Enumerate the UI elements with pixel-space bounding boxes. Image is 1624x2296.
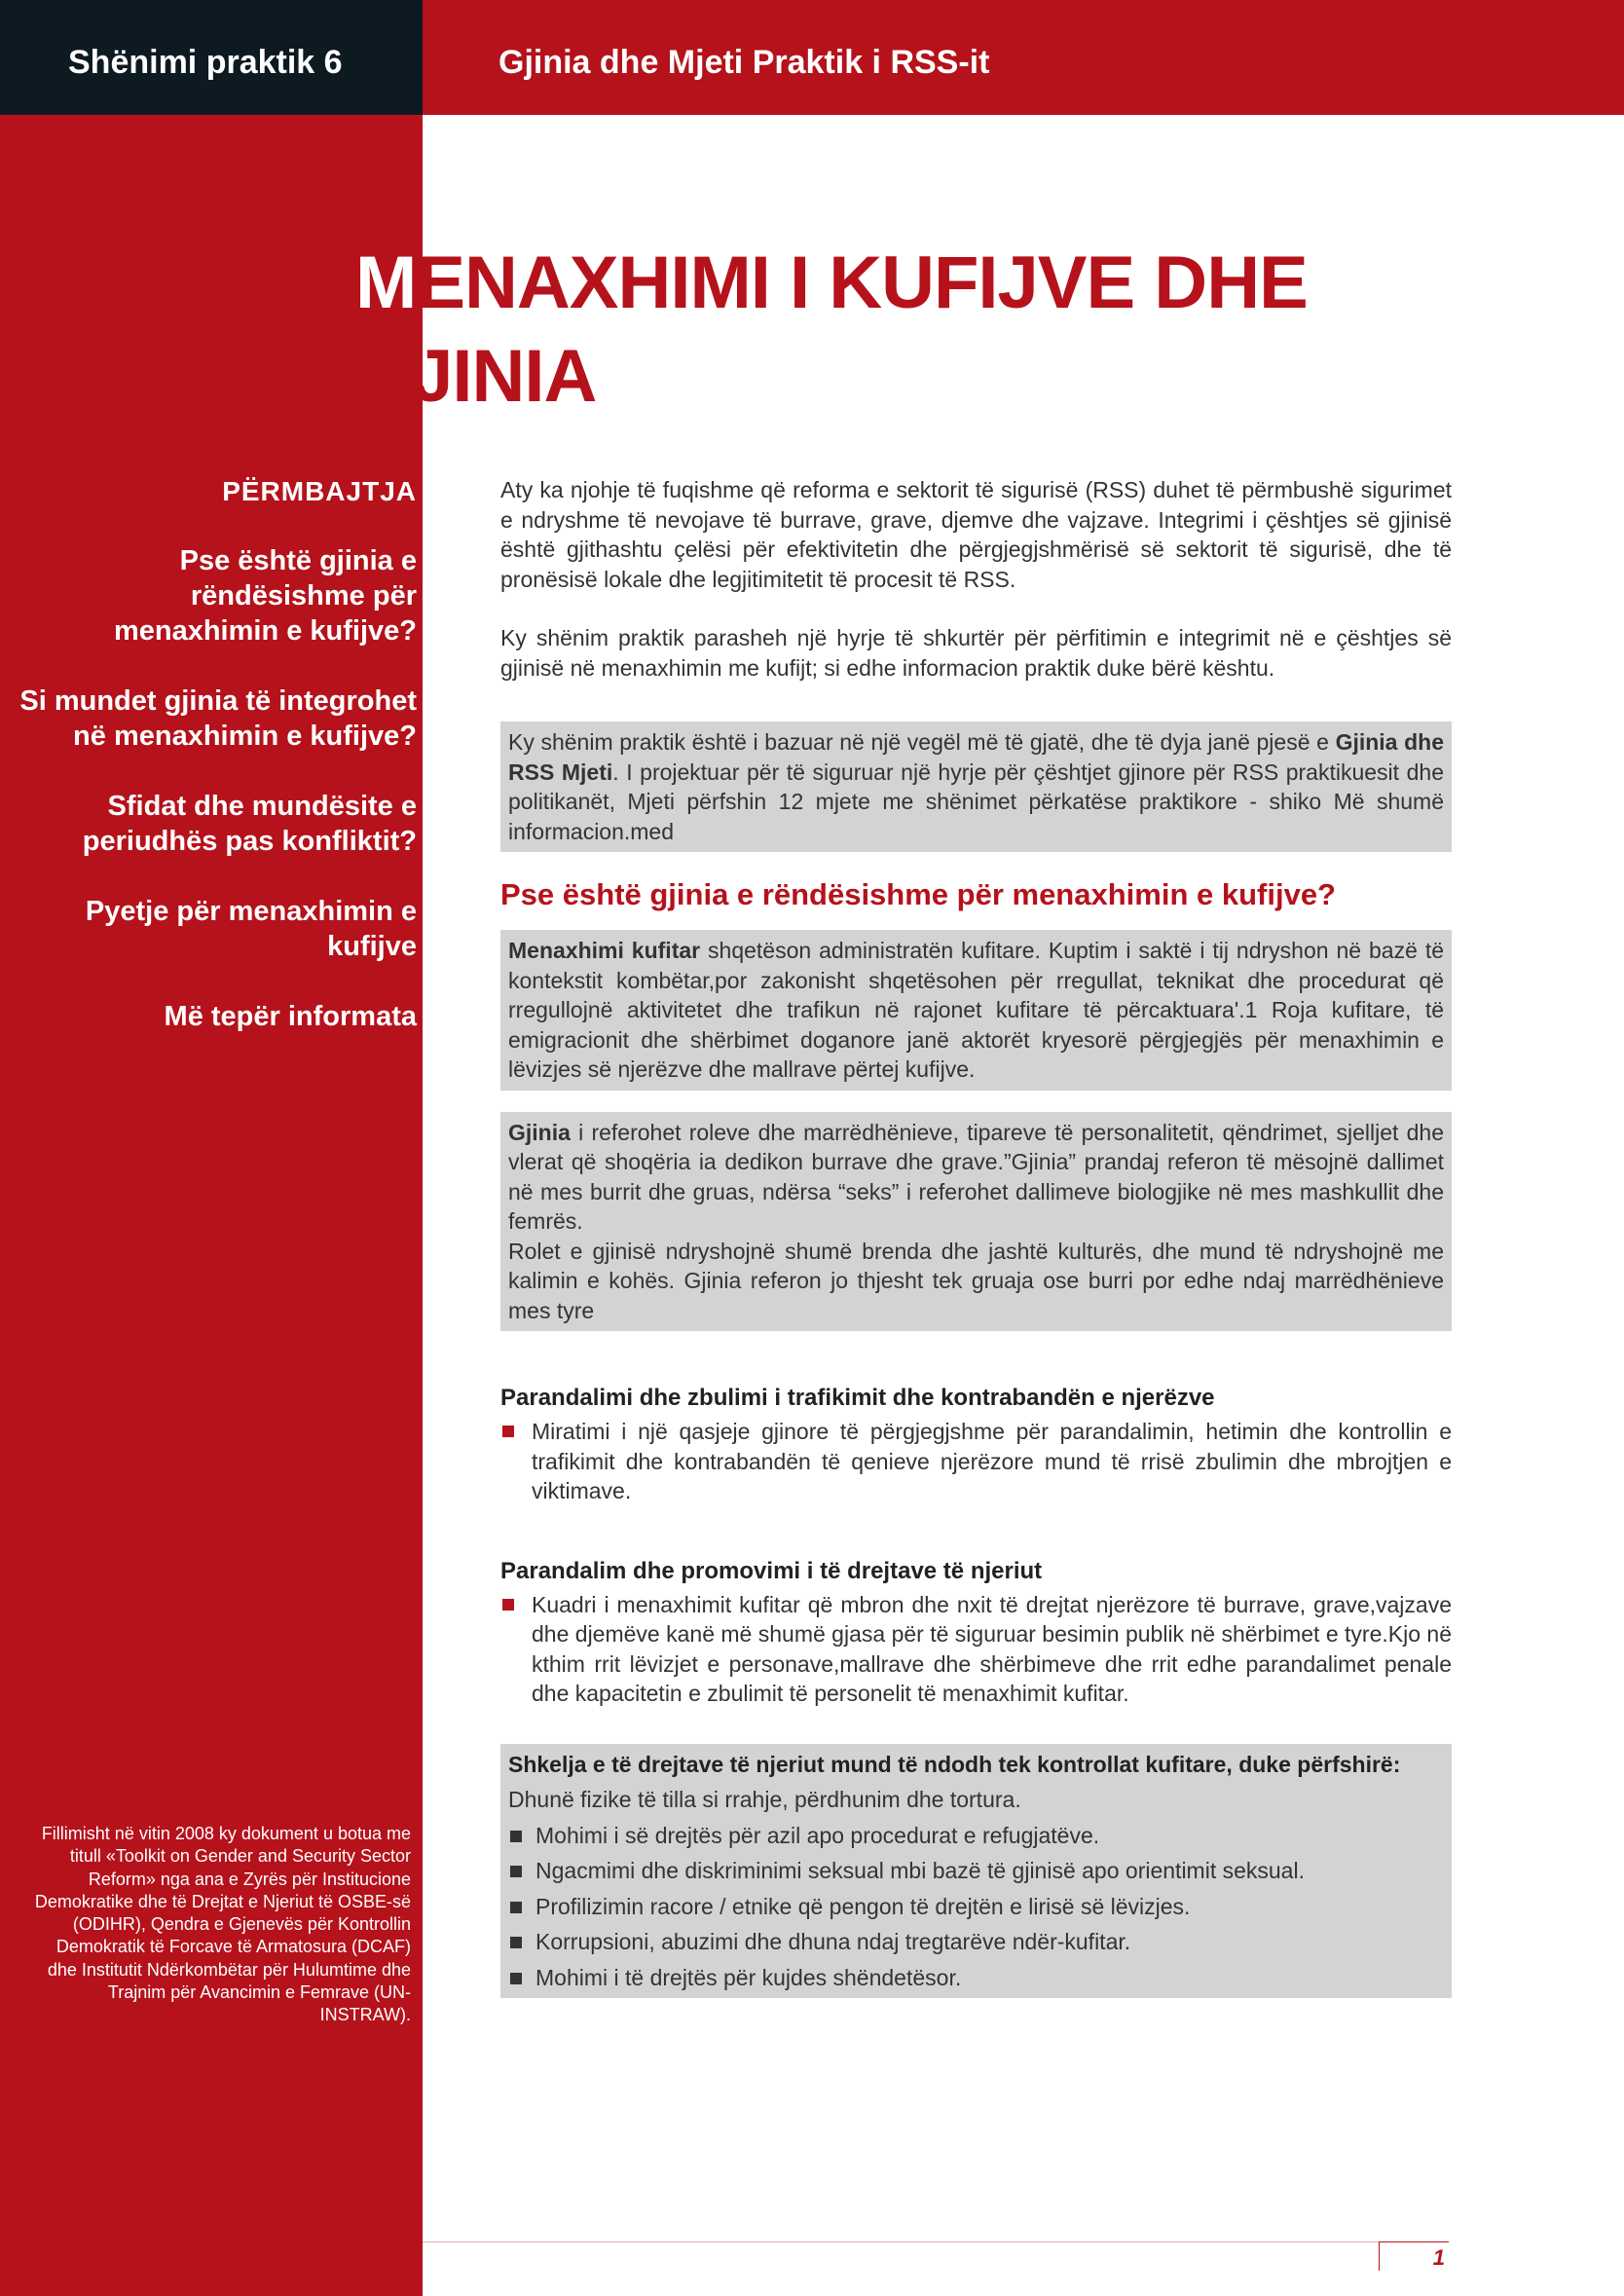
violations-box [500, 1744, 1452, 1999]
list-item [508, 1856, 1444, 1886]
list-item [508, 1892, 1444, 1922]
toolkit-title-label: Gjinia dhe Mjeti Praktik i RSS-it [498, 44, 990, 81]
section-heading-importance: Pse është gjinia e rëndësishme për menaxhimin e kufijve? [500, 877, 1336, 911]
toc-heading: PËRMBAJTJA [222, 476, 417, 506]
toc-item-importance[interactable]: Pse është gjinia e rëndësishme për menaxhimin e kufijve? [113, 545, 417, 647]
page-number: 1 [1379, 2241, 1449, 2271]
toc-item-integration[interactable]: Si mundet gjinia të integrohet në menaxhimin e kufijve? [19, 685, 417, 752]
bullet-square-icon [510, 1937, 522, 1948]
definition-gender-box [500, 1112, 1452, 1332]
trafficking-block [500, 1384, 1452, 1506]
definition-border-text: shqetëson administratën kufitare. Kuptim i saktë i tij ndryshon në bazë të kontekstit kombëtar,por zakonisht shqetësohen për rregullat, teknikat dhe procedurat që rregullojnë aktivitetet dhe trafikun në rajonet kufitare të përcaktuara'.1 Roja kufitare, të emigracionit dhe shërbimet doganore janë aktorët kryesorë përgjegjës për menaxhimin e lëvizjes së njerëzve dhe mallrave përtej kufijve. [508, 938, 1444, 1082]
definition-gender [508, 1118, 1444, 1237]
list-item [508, 1821, 1444, 1851]
violation-item-health: Mohimi i të drejtës për kujdes shëndetësor. [535, 1964, 962, 1990]
definition-border-management [508, 936, 1444, 1085]
intro-paragraph-1: Aty ka njohje të fuqishme që reforma e sektorit të sigurisë (RSS) duhet të përmbushë sigurimet e ndryshme të nevojave të burrave, grave, djemve dhe vajzave. Integrimi i çështjes së gjinisë është gjithashtu çelësi për efektivitetin dhe përgjegjshmërisë së sektorit të sigurisë, dhe të pronësisë lokale dhe legjitimitetit të procesit të RSS. [500, 477, 1452, 592]
bullet-square-icon [510, 1866, 522, 1877]
toc-item-more-info[interactable]: Më tepër informata [164, 1001, 417, 1032]
toolkit-info-rest: . I projektuar për të siguruar një hyrje për çështjet gjinore për RSS praktikuesit dhe politikanët, Mjeti përfshin 12 mjete me shënimet përkatëse praktikore - shiko Më shumë informacion.med [508, 759, 1444, 844]
toolkit-info-text [508, 727, 1444, 846]
list-item [508, 1963, 1444, 1993]
term-gender: Gjinia [508, 1119, 571, 1145]
trafficking-heading: Parandalimi dhe zbulimi i trafikimit dhe kontrabandën e njerëzve [500, 1385, 1215, 1411]
human-rights-bullet-text: Kuadri i menaxhimit kufitar që mbron dhe nxit të drejtat njerëzore të burrave, grave,vajzave dhe djemëve kanë më shumë gjasa për të siguruar besimin publik në shërbimet e tyre.Kjo në kthim rrit lëvizjet e personave,mallrave dhe shërbimeve dhe rrit edhe parandalimet penale dhe kapacitetin e zbulimit të personelit të menaxhimit kufitar. [532, 1591, 1452, 1706]
term-border-management: Menaxhimi kufitar [508, 938, 701, 963]
bullet-square-icon [510, 1973, 522, 1984]
toolkit-info-lead: Ky shënim praktik është i bazuar në një vegël më të gjatë, dhe të dyja janë pjesë e [508, 729, 1336, 755]
toolkit-info-box [500, 722, 1452, 852]
toc-item-post-conflict[interactable]: Sfidat dhe mundësite e periudhës pas konfliktit? [82, 791, 417, 857]
bullet-square-icon [502, 1426, 514, 1437]
violations-first-line: Dhunë fizike të tilla si rrahje, përdhunim dhe tortura. [508, 1787, 1021, 1812]
definition-gender-text: i referohet roleve dhe marrëdhënieve, tipareve të personalitetit, qëndrimet, sjelljet dhe vlerat që shoqëria ia dedikon burrave dhe grave.”Gjinia” prandaj referon të mësojnë dallimet në mes burrit dhe gruas, ndërsa “seks” i referohet dallimeve biologjike në mes mashkullit dhe femrës. [508, 1119, 1444, 1234]
violation-item-profiling: Profilizimin racore / etnike që pengon të drejtën e lirisë së lëvizjes. [535, 1893, 1191, 1919]
toc-item-questions[interactable]: Pyetje për menaxhimin e kufijve [85, 896, 417, 962]
title-initial: M [355, 241, 417, 324]
bullet-square-icon [502, 1599, 514, 1611]
list-item [508, 1927, 1444, 1957]
intro-paragraph-2: Ky shënim praktik parasheh një hyrje të shkurtër për përfitimin e integrimit në e çështjes së gjinisë në menaxhimin me kufijt; si edhe informacion praktik duke bërë kështu. [500, 625, 1452, 681]
list-item [500, 1417, 1452, 1506]
title-line2: GJINIA [355, 335, 597, 418]
bullet-square-icon [510, 1831, 522, 1842]
trafficking-bullet-text: Miratimi i një qasjeje gjinore të përgjegjshme për parandalimin, hetimin dhe kontrollin e trafikimit dhe kontrabandën të qenieve njerëzore mund të rrisë zbulimin dhe mbrojtjen e viktimave. [532, 1419, 1452, 1503]
bullet-square-icon [510, 1902, 522, 1913]
human-rights-heading: Parandalim dhe promovimi i të drejtave të njeriut [500, 1557, 1043, 1584]
main-content [500, 475, 1452, 1998]
practice-note-label: Shënimi praktik 6 [68, 44, 343, 81]
definition-border-management-box [500, 930, 1452, 1091]
violations-heading: Shkelja e të drejtave të njeriut mund të ndodh tek kontrollat kufitare, duke përfshirë: [508, 1751, 1401, 1777]
list-item [500, 1590, 1452, 1709]
publication-footnote: Fillimisht në vitin 2008 ky dokument u botua me titull «Toolkit on Gender and Security Sector Reform» nga ana e Zyrës për Institucione Demokratike dhe të Drejtat e Njeriut të OSBE-së (ODIHR), Qendra e Gjenevës për Kontrollin Demokratik të Forcave të Armatosura (DCAF) dhe Institutit Ndërkombëtar për Hulumtime dhe Trajnim për Avancimin e Femrave (UN-INSTRAW). [34, 1824, 411, 2025]
violation-item-corruption: Korrupsioni, abuzimi dhe dhuna ndaj tregtarëve ndër-kufitar. [535, 1929, 1131, 1954]
title-line1: ENAXHIMI I KUFIJVE DHE [416, 241, 1308, 324]
page-title [355, 237, 1563, 424]
violation-item-harassment: Ngacmimi dhe diskriminimi seksual mbi bazë të gjinisë apo orientimit seksual. [535, 1858, 1305, 1883]
table-of-contents [19, 475, 417, 1069]
toolkit-name: Gjinia dhe RSS Mjeti [508, 729, 1444, 785]
human-rights-block [500, 1557, 1452, 1709]
violation-item-asylum: Mohimi i së drejtës për azil apo procedurat e refugjatëve. [535, 1822, 1100, 1848]
footer-rule [423, 2241, 1379, 2242]
definition-gender-roles: Rolet e gjinisë ndryshojnë shumë brenda dhe jashtë kulturës, dhe mund të ndryshojnë me kalimin e kohës. Gjinia referon jo thjesht tek gruaja ose burri por edhe ndaj marrëdhënieve mes tyre [508, 1238, 1444, 1323]
